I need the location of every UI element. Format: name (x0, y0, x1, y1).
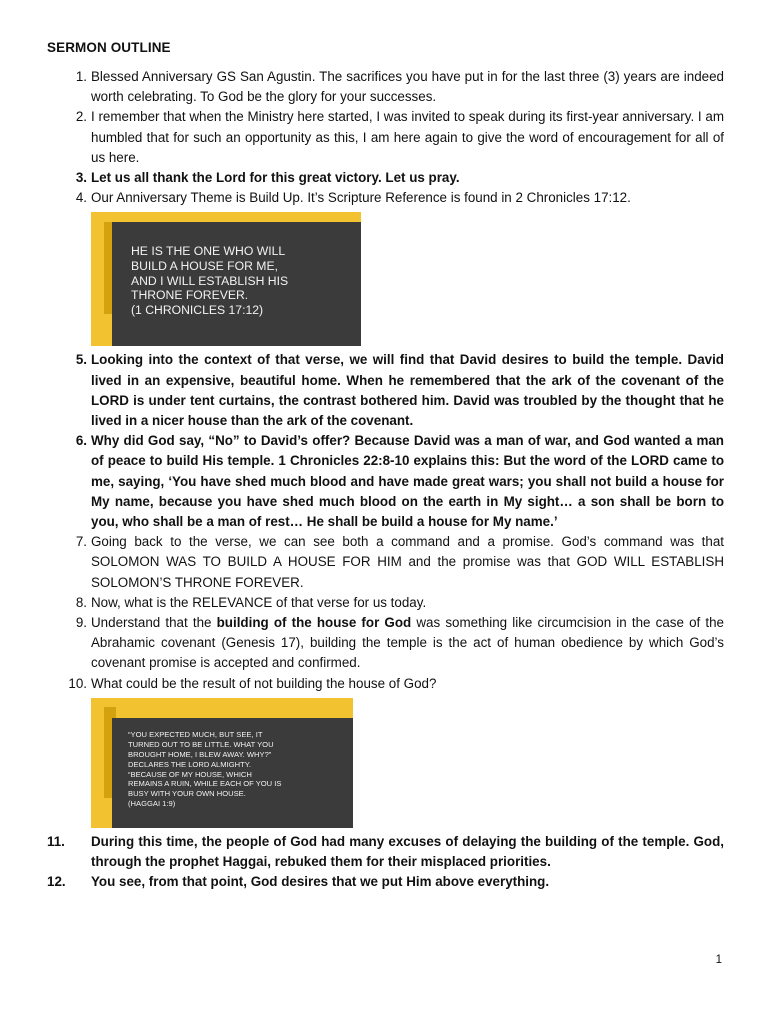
quote-line: TURNED OUT TO BE LITTLE. WHAT YOU (128, 739, 274, 749)
list-item-8 (47, 593, 724, 613)
quote-reference: (1 CHRONICLES 17:12) (131, 302, 264, 317)
page-number: 1 (715, 954, 722, 966)
item-number: 10. (68, 675, 87, 691)
item-number: 4. (75, 190, 87, 206)
item-number: 11. (47, 833, 65, 849)
list-item-7 (47, 532, 724, 593)
page-title: SERMON OUTLINE (47, 40, 171, 55)
quote-line: “BECAUSE OF MY HOUSE, WHICH (128, 769, 252, 779)
quote-panel (112, 222, 361, 346)
item-text-emphasis: building of the house for God (216, 615, 412, 631)
item-text: Blessed Anniversary GS San Agustin. The sacrifices you have put in for the last three (3) years are indeed worth celebrating. To God be the glory for your successes. (91, 69, 724, 105)
item-text: Going back to the verse, we can see both a command and a promise. God’s command was that SOLOMON WAS TO BUILD A HOUSE FOR HIM and the promise was that GOD WILL ESTABLISH SOLOMON’S THRONE FOREVER. (91, 534, 724, 590)
item-number: 8. (75, 594, 87, 610)
item-number: 1. (75, 69, 87, 84)
list-item-10 (47, 674, 724, 828)
item-number: 7. (75, 534, 87, 550)
scripture-quote-image-2 (91, 698, 353, 828)
list-item-11 (47, 832, 724, 872)
list-item-2 (47, 107, 724, 168)
quote-line: REMAINS A RUIN, WHILE EACH OF YOU IS (128, 779, 282, 789)
sermon-outline-list (47, 67, 724, 892)
item-text: You see, from that point, God desires that we put Him above everything. (91, 874, 550, 890)
list-item-9 (47, 613, 724, 674)
list-item-1 (47, 67, 724, 107)
item-number: 3. (75, 170, 87, 186)
quote-line: AND I WILL ESTABLISH HIS (131, 273, 289, 288)
quote-line: BUSY WITH YOUR OWN HOUSE. (128, 789, 246, 799)
item-text: During this time, the people of God had many excuses of delaying the building of the temple. God, through the prophet Haggai, rebuked them for their misplaced priorities. (91, 833, 724, 870)
item-text: Looking into the context of that verse, we will find that David desires to build the temple. David lived in an expensive, beautiful home. When he remembered that the ark of the covenant of the LORD is under tent curtains, the contrast bothered him. David was troubled by the thought that he lived in a nicer house than the ark of the covenant. (91, 352, 724, 429)
item-number: 9. (75, 615, 87, 631)
quote-line: THRONE FOREVER. (131, 288, 249, 303)
scripture-quote-image-1 (91, 212, 361, 346)
quote-line: BUILD A HOUSE FOR ME, (131, 259, 278, 274)
quote-panel (112, 718, 353, 828)
item-text-end: was something like circumcision in the case of the Abrahamic covenant (Genesis 17), building the temple is the act of human obedience by which God’s covenant promise is accepted and confirmed. (91, 615, 725, 671)
item-number: 6. (75, 433, 87, 449)
list-item-3 (47, 168, 724, 188)
list-item-6 (47, 431, 724, 532)
item-text: I remember that when the Ministry here started, I was invited to speak during its first-year anniversary. I am humbled that for such an opportunity as this, I am here again to give the word of encouragement for all of us here. (91, 109, 724, 165)
item-number: 2. (75, 109, 87, 125)
item-number: 5. (75, 352, 87, 368)
list-item-12 (47, 872, 724, 892)
item-text-start: Understand that the (91, 615, 217, 631)
quote-line: “YOU EXPECTED MUCH, BUT SEE, IT (128, 729, 263, 739)
quote-line: BROUGHT HOME, I BLEW AWAY. WHY?” (128, 749, 272, 759)
list-item-5 (47, 350, 724, 431)
item-text: Now, what is the RELEVANCE of that verse for us today. (91, 594, 427, 610)
item-number: 12. (47, 874, 66, 890)
quote-line: HE IS THE ONE WHO WILL (131, 244, 286, 259)
item-text: What could be the result of not building the house of God? (91, 675, 437, 691)
item-text: Why did God say, “No” to David’s offer? Because David was a man of war, and God wanted a man of peace to build His temple. 1 Chronicles 22:8-10 explains this: But the word of the LORD came to me, saying, ‘You have shed much blood and have made great wars; you shall not build a house for My name, because you have shed much blood on the earth in My sight… a son shall be born to you, who shall be a man of rest… He shall be build a house for My name.’ (91, 433, 724, 530)
item-text: Let us all thank the Lord for this great victory. Let us pray. (91, 170, 460, 186)
quote-line: DECLARES THE LORD ALMIGHTY. (128, 759, 251, 769)
item-text: Our Anniversary Theme is Build Up. It’s Scripture Reference is found in 2 Chronicles 17:12. (91, 190, 631, 206)
list-item-4 (47, 188, 724, 346)
quote-reference: (HAGGAI 1:9) (128, 799, 176, 809)
